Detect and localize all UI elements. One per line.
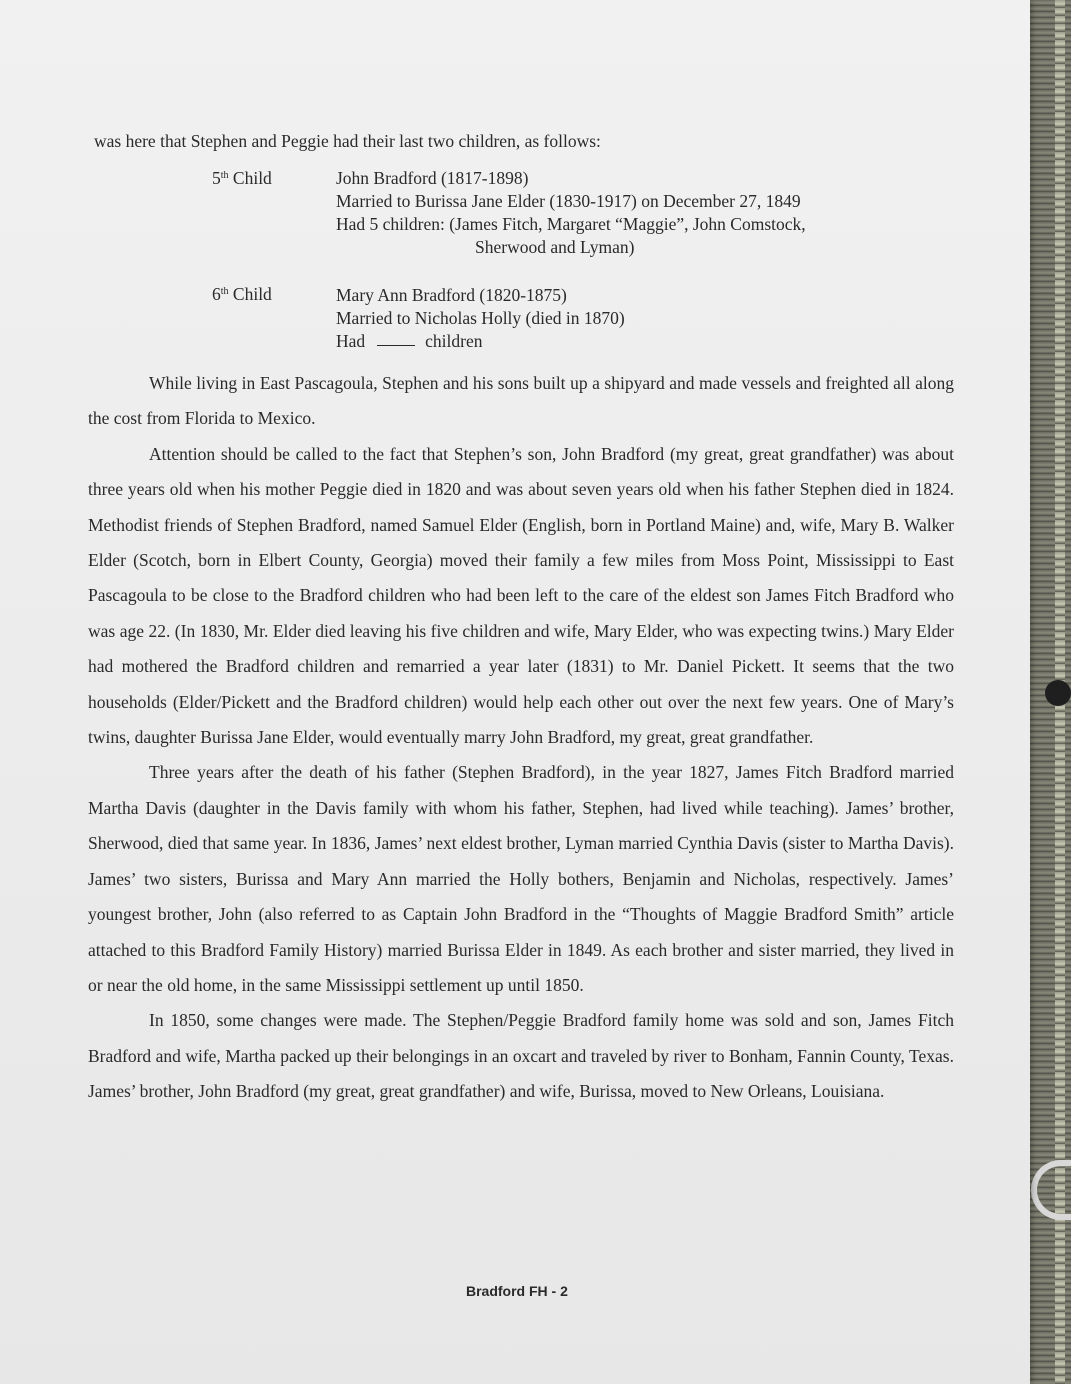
blank-line [377, 344, 415, 346]
child-label-6 [212, 284, 272, 305]
lead-line: was here that Stephen and Peggie had their last two children, as follows: [94, 131, 601, 151]
child-name: Mary Ann Bradford (1820-1875) [336, 285, 567, 305]
binder-hole [1045, 680, 1071, 706]
page-footer: Bradford FH - 2 [466, 1283, 568, 1299]
child-label-text: Child [232, 284, 272, 304]
child-offspring-prefix: Had [336, 331, 366, 351]
child-offspring-suffix: children [425, 331, 483, 351]
child-offspring: Had 5 children: (James Fitch, Margaret “Maggie”, John Comstock, [336, 214, 806, 234]
child-offspring-cont: Sherwood and Lyman) [475, 237, 635, 257]
child-ordinal: 6 [212, 284, 221, 304]
paragraph: Three years after the death of his father (Stephen Bradford), in the year 1827, James Fitch Bradford married Martha Davis (daughter in the Davis family with whom his father, Stephen, had lived while teaching). James’ brother, Sherwood, died that same year. In 1836, James’ next eldest brother, Lyman married Cynthia Davis (sister to Martha Davis). James’ two sisters, Burissa and Mary Ann married the Holly bothers, Benjamin and Nicholas, respectively. James’ youngest brother, John (also referred to as Captain John Bradford in the “Thoughts of Maggie Bradford Smith” article attached to this Bradford Family History) married Burissa Elder in 1849. As each brother and sister married, they lived in or near the old home, in the same Mississippi settlement up until 1850. [88, 762, 954, 995]
child-details-5 [336, 167, 806, 259]
child-ordinal-suffix: th [220, 286, 229, 297]
child-offspring [336, 330, 625, 353]
child-marriage: Married to Nicholas Holly (died in 1870) [336, 308, 625, 328]
child-label-5 [212, 168, 272, 189]
child-label-text: Child [232, 168, 272, 188]
child-ordinal: 5 [212, 168, 221, 188]
paragraph: In 1850, some changes were made. The Stephen/Peggie Bradford family home was sold and son, James Fitch Bradford and wife, Martha packed up their belongings in an oxcart and traveled by river to Bonham, Fannin County, Texas. James’ brother, John Bradford (my great, great grandfather) and wife, Burissa, moved to New Orleans, Louisiana. [88, 1010, 954, 1102]
body-text [88, 366, 954, 1110]
child-ordinal-suffix: th [220, 170, 229, 181]
child-name: John Bradford (1817-1898) [336, 168, 529, 188]
child-marriage: Married to Burissa Jane Elder (1830-1917) on December 27, 1849 [336, 191, 801, 211]
paragraph: While living in East Pascagoula, Stephen and his sons built up a shipyard and made vessels and freighted all along the cost from Florida to Mexico. [88, 373, 954, 429]
paragraph: Attention should be called to the fact that Stephen’s son, John Bradford (my great, great grandfather) was about three years old when his mother Peggie died in 1820 and was about seven years old when his father Stephen died in 1824. Methodist friends of Stephen Bradford, named Samuel Elder (English, born in Portland Maine) and, wife, Mary B. Walker Elder (Scotch, born in Elbert County, Georgia) moved their family a few miles from Moss Point, Mississippi to East Pascagoula to be close to the Bradford children who had been left to the care of the eldest son James Fitch Bradford who was age 22. (In 1830, Mr. Elder died leaving his five children and wife, Mary Elder, who was expecting twins.) Mary Elder had mothered the Bradford children and remarried a year later (1831) to Mr. Daniel Pickett. It seems that the two households (Elder/Pickett and the Bradford children) would help each other out over the next few years. One of Mary’s twins, daughter Burissa Jane Elder, would eventually marry John Bradford, my great, great grandfather. [88, 443, 954, 748]
child-details-6 [336, 284, 625, 353]
